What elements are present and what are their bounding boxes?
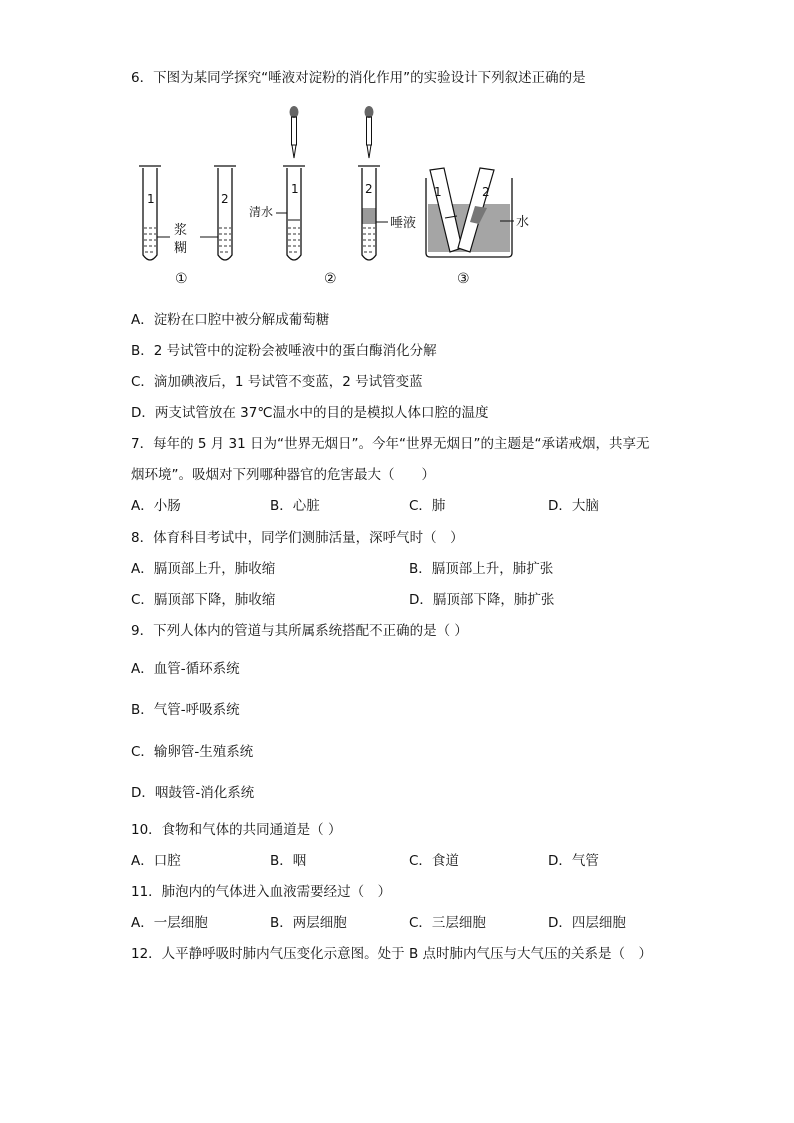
tube-2-label: 2 <box>221 192 229 206</box>
step3-beaker <box>426 168 529 287</box>
q10-option-c[interactable]: C．食道 <box>409 853 459 869</box>
step-1-label: ① <box>175 271 188 287</box>
saliva-label: 唾液 <box>390 216 417 231</box>
question-7-stem-line1: 7．每年的 5 月 31 日为“世界无烟日”。今年“世界无烟日”的主题是“承诺戒烟，共享无 <box>131 436 650 452</box>
q7-option-a[interactable]: A．小肠 <box>131 498 181 514</box>
paste-label: 浆 <box>174 223 188 238</box>
question-6-stem: 6．下图为某同学探究“唾液对淀粉的消化作用”的实验设计下列叙述正确的是 <box>131 70 586 86</box>
step1-tubes <box>139 166 236 287</box>
q10-option-b[interactable]: B．咽 <box>270 853 307 869</box>
water-label: 水 <box>516 215 530 230</box>
q8-option-d[interactable]: D．膈顶部下降，肺扩张 <box>409 592 555 608</box>
q7-option-c[interactable]: C．肺 <box>409 498 446 514</box>
step-2-label: ② <box>324 271 337 287</box>
q11-option-c[interactable]: C．三层细胞 <box>409 915 486 931</box>
question-12-stem: 12．人平静呼吸时肺内气压变化示意图。处于 B 点时肺内气压与大气压的关系是（ ） <box>131 946 653 962</box>
step-3-label: ③ <box>457 271 470 287</box>
q11-option-a[interactable]: A．一层细胞 <box>131 915 208 931</box>
q7-option-d[interactable]: D．大脑 <box>548 498 599 514</box>
paste-label-2: 糊 <box>174 241 188 256</box>
q6-option-b[interactable]: B．2 号试管中的淀粉会被唾液中的蛋白酶消化分解 <box>131 343 437 359</box>
q8-option-c[interactable]: C．膈顶部下降，肺收缩 <box>131 592 276 608</box>
q6-option-c[interactable]: C．滴加碘液后，1 号试管不变蓝，2 号试管变蓝 <box>131 374 423 390</box>
q11-option-b[interactable]: B．两层细胞 <box>270 915 347 931</box>
clear-water-label: 清水 <box>249 205 274 219</box>
q9-option-c[interactable]: C．输卵管-生殖系统 <box>131 744 254 760</box>
q11-option-d[interactable]: D．四层细胞 <box>548 915 626 931</box>
q8-option-b[interactable]: B．膈顶部上升，肺扩张 <box>409 561 554 577</box>
q9-option-a[interactable]: A．血管-循环系统 <box>131 661 240 677</box>
question-11-stem: 11．肺泡内的气体进入血液需要经过（ ） <box>131 884 392 900</box>
question-9-stem: 9．下列人体内的管道与其所属系统搭配不正确的是（ ） <box>131 623 468 639</box>
q9-option-d[interactable]: D．咽鼓管-消化系统 <box>131 785 255 801</box>
q7-option-b[interactable]: B．心脏 <box>270 498 320 514</box>
q9-option-b[interactable]: B．气管-呼吸系统 <box>131 702 240 718</box>
q10-option-a[interactable]: A．口腔 <box>131 853 181 869</box>
experiment-figure <box>130 100 550 295</box>
question-10-stem: 10．食物和气体的共同通道是（ ） <box>131 822 342 838</box>
question-7-stem-line2: 烟环境”。吸烟对下列哪种器官的危害最大（ ） <box>131 467 435 483</box>
tube-1-label-step2: 1 <box>291 182 299 196</box>
tube-1-label: 1 <box>147 192 155 206</box>
tube-2-label-step3: 2 <box>482 185 490 199</box>
tube-1-label-step3: 1 <box>434 185 442 199</box>
question-8-stem: 8．体育科目考试中，同学们测肺活量，深呼气时（ ） <box>131 530 464 546</box>
tube-2-label-step2: 2 <box>365 182 373 196</box>
q8-option-a[interactable]: A．膈顶部上升，肺收缩 <box>131 561 276 577</box>
step2-tubes <box>249 106 416 287</box>
q6-option-a[interactable]: A．淀粉在口腔中被分解成葡萄糖 <box>131 312 330 328</box>
q10-option-d[interactable]: D．气管 <box>548 853 599 869</box>
q6-option-d[interactable]: D．两支试管放在 37℃温水中的目的是模拟人体口腔的温度 <box>131 405 489 421</box>
